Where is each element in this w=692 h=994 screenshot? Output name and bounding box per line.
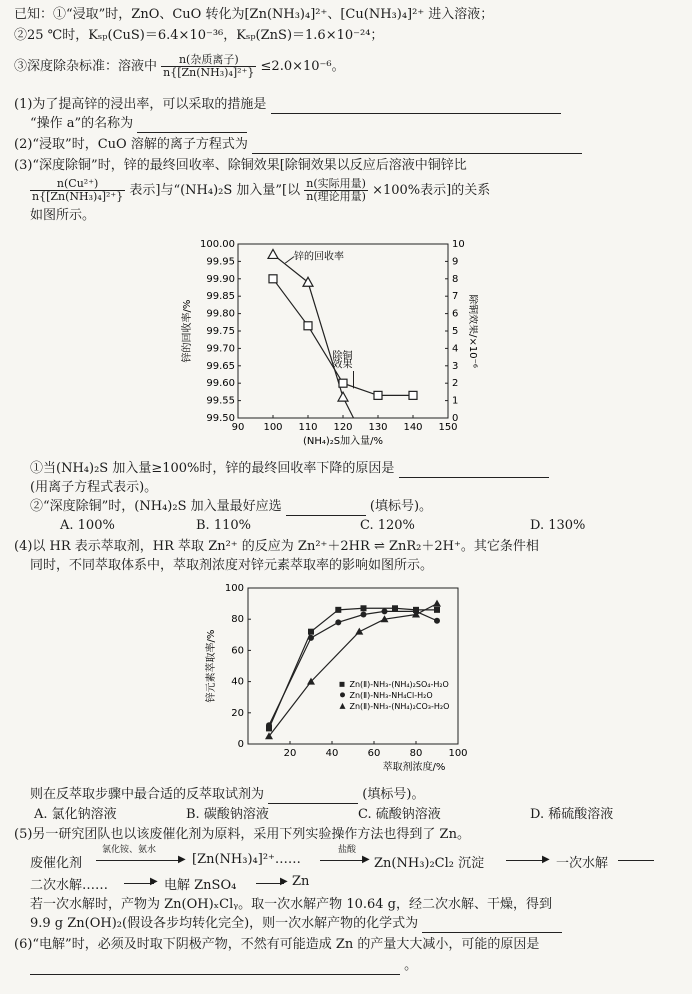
chart2-ylabel: 锌元素萃取率/% [206, 629, 217, 703]
flow-precipitate: Zn(NH₃)₂Cl₂ 沉淀 [374, 856, 485, 871]
q3-sub-1 [30, 460, 682, 478]
chart1-ytick-right-label: 10 [452, 239, 465, 250]
chart2-legend-marker [340, 682, 345, 687]
chart1-ytick-left-label: 99.75 [206, 326, 235, 337]
chart2-frame [248, 588, 458, 744]
usage-denominator: n(理论用量) [306, 190, 366, 203]
flow-arrow-3 [506, 860, 546, 861]
chart1-ytick-right-label: 6 [452, 308, 459, 320]
chart2-legend-marker [340, 692, 345, 697]
question-6-a: (6)“电解”时，必须及时取下阴极产物，不然有可能造成 Zn 的产量大大减小，可能的原因是 [14, 937, 540, 952]
fraction-numerator: n(杂质离子) [161, 54, 256, 67]
q3-tail-text: ×100%表示]的关系 [372, 183, 491, 198]
q1b-answer-blank[interactable] [137, 118, 247, 133]
chart1-point [338, 392, 348, 401]
question-3-b [30, 175, 682, 207]
chart1-point [374, 391, 382, 399]
chart1-xtick-label: 150 [438, 422, 458, 433]
q5-answer-blank[interactable] [422, 918, 562, 933]
flow-zinc: Zn [292, 874, 310, 889]
q4-option-b[interactable]: B. 碳酸钠溶液 [186, 807, 269, 822]
q5-c-text: 9.9 g Zn(OH)₂(假设各步均转化完全)，则一次水解产物的化学式为 [30, 916, 419, 931]
chart2-xtick-label: 100 [448, 748, 468, 759]
chart1-xtick-label: 120 [333, 422, 353, 433]
chart1-point [303, 277, 313, 286]
flow-arrow-1 [96, 860, 182, 861]
chart1-ytick-right-label: 0 [452, 413, 459, 424]
q1b-text: “操作 a”的名称为 [30, 116, 134, 131]
q3-sub2-blank[interactable] [286, 501, 366, 516]
chart2-point [392, 605, 398, 611]
question-1-a [14, 96, 682, 114]
flow-arrow-2-label: 盐酸 [338, 845, 357, 855]
question-5-a: (5)另一研究团队也以该废催化剂为原料，采用下列实验操作方法也得到了 Zn。 [14, 827, 470, 842]
chart1-point [269, 275, 277, 283]
chart1-ytick-left-label: 99.70 [206, 343, 235, 355]
q3-option-b[interactable]: B. 110% [196, 518, 251, 533]
known-line-1: 已知：①“浸取”时，ZnO、CuO 转化为[Zn(NH₃)₄]²⁺、[Cu(NH₃)₄]²⁺ 进入溶液； [14, 7, 494, 22]
chart1-annotation-cu-2: 效果 [332, 359, 353, 371]
process-flow-row-1 [30, 845, 670, 871]
chart2-point [335, 607, 341, 613]
chart1-ytick-right-label: 9 [452, 256, 459, 268]
arrow-head-icon: ▶ [362, 854, 370, 865]
flow-arrow-1-label: 氯化铵、氨水 [102, 845, 157, 855]
chart1-ytick-right-label: 1 [452, 395, 459, 407]
chart2-legend-label: Zn(Ⅱ)-NH₃-(NH₄)₂CO₃-H₂O [349, 701, 450, 711]
q3-sub-1b: (用离子方程式表示)。 [30, 480, 158, 495]
flow-catalyst: 废催化剂 [30, 856, 83, 871]
chart2-legend-label: Zn(Ⅱ)-NH₃-NH₄Cl-H₂O [349, 690, 433, 700]
chart2-xtick-label: 40 [325, 748, 339, 759]
q4-option-c[interactable]: C. 硫酸钠溶液 [358, 807, 441, 822]
q2-text: (2)“浸取”时，CuO 溶解的离子方程式为 [14, 137, 248, 152]
q6-end: 。 [404, 958, 418, 973]
flow-complex: [Zn(NH₃)₄]²⁺…… [192, 852, 301, 867]
chart1-point [409, 391, 417, 399]
impurity-fraction [161, 54, 256, 79]
chart1-point [304, 322, 312, 330]
flow-electrolysis: 电解 ZnSO₄ [164, 878, 237, 893]
chart1-point [268, 249, 278, 258]
q3-sub2-text: ②“深度除铜”时，(NH₄)₂S 加入量最好应选 [30, 499, 282, 514]
cu-numerator: n(Cu²⁺) [30, 178, 125, 191]
chart2-point [335, 619, 341, 625]
question-1-b [30, 115, 682, 133]
chart2-point [308, 629, 314, 635]
chart1-ytick-right-label: 2 [452, 378, 459, 390]
chart1-ytick-left-label: 99.60 [206, 378, 235, 390]
flow-arrow-4 [618, 860, 654, 861]
q1-text: (1)为了提高锌的浸出率，可以采取的措施是 [14, 97, 267, 112]
chart2-point [434, 607, 440, 613]
question-2 [14, 136, 682, 154]
chart1-ytick-left-label: 99.95 [206, 256, 235, 268]
chart2-ytick-label: 40 [231, 676, 244, 688]
q4-c-tail: (填标号)。 [362, 787, 425, 802]
chart1-point [339, 379, 347, 387]
flow-hydrolysis-2: 二次水解…… [30, 878, 109, 893]
chart2-point [382, 608, 388, 614]
q3-sub-2 [30, 498, 682, 516]
q2-answer-blank[interactable] [252, 139, 582, 154]
chart1-ylabel-left: 锌的回收率/% [182, 299, 193, 363]
known-line-3-tail: ≤2.0×10⁻⁶。 [260, 59, 345, 74]
chart2-point [361, 612, 367, 618]
chart1-ytick-left-label: 99.50 [206, 413, 235, 424]
chart1-ytick-left-label: 99.85 [206, 291, 235, 303]
q3-sub1-blank[interactable] [399, 463, 549, 478]
chart1-ytick-right-label: 8 [452, 273, 459, 285]
chart2-point [308, 635, 314, 641]
chart2-point [266, 722, 272, 728]
chart2-xtick-label: 60 [367, 748, 381, 759]
q3-sub1-text: ①当(NH₄)₂S 加入量≥100%时，锌的最终回收率下降的原因是 [30, 461, 395, 476]
chart2-point [434, 618, 440, 624]
chart1-ytick-right-label: 3 [452, 360, 459, 372]
chart1-ytick-left-label: 99.90 [206, 273, 235, 285]
chart1-xtick-label: 90 [231, 422, 245, 433]
chart1-ytick-right-label: 5 [452, 326, 459, 337]
arrow-head-icon: ▶ [280, 876, 288, 887]
chart1-ytick-left-label: 99.80 [206, 308, 235, 320]
known-line-2: ②25 ℃时，Kₛₚ(CuS)＝6.4×10⁻³⁶，Kₛₚ(ZnS)＝1.6×10⁻²⁴； [14, 28, 384, 43]
question-4-a: (4)以 HR 表示萃取剂，HR 萃取 Zn²⁺ 的反应为 Zn²⁺＋2HR ⇌ ZnR₂＋2H⁺。其它条件相 [14, 539, 539, 554]
q4-option-d[interactable]: D. 稀硫酸溶液 [530, 807, 614, 822]
chart2-xlabel: 萃取剂浓度/% [382, 762, 446, 773]
chart2-legend-marker [340, 703, 346, 709]
q4-answer-blank[interactable] [268, 789, 358, 804]
chart1-ylabel-right: 除铜效果/×10⁻⁶ [467, 294, 478, 368]
question-4-c [30, 786, 682, 804]
chart2-ytick-label: 60 [231, 645, 244, 657]
chart1-ytick-left-label: 100.00 [200, 239, 235, 250]
chart2-xtick-label: 20 [283, 748, 297, 759]
question-5-b: 若一次水解时，产物为 Zn(OH)ₓClᵧ。取一次水解产物 10.64 g，经二次水解、干燥，得到 [30, 897, 552, 912]
question-5-c [30, 915, 682, 933]
chart1-xlabel: (NH₄)₂S加入量/% [302, 436, 384, 447]
q3-option-d[interactable]: D. 130% [530, 518, 586, 533]
extraction-rate-chart [196, 578, 476, 778]
q3-mid-text: 表示]与“(NH₄)₂S 加入量”[以 [129, 183, 301, 198]
chart1-annotation-zinc: 锌的回收率 [294, 251, 344, 263]
process-flow-row-2 [30, 872, 670, 892]
arrow-head-icon: ▶ [178, 854, 186, 865]
chart1-ytick-right-label: 7 [452, 291, 459, 303]
chart2-ytick-label: 20 [231, 707, 244, 719]
chart2-ytick-label: 0 [237, 739, 244, 750]
q3-option-a[interactable]: A. 100% [60, 518, 115, 533]
chart1-annotation-leader [285, 257, 294, 263]
known-line-3-text: ③深度除杂标准：溶液中 [14, 59, 158, 74]
flow-hydrolysis-1: 一次水解 [556, 856, 609, 871]
known-line-3 [14, 50, 682, 84]
chart2-point [433, 600, 441, 607]
usage-numerator: n(实际用量) [306, 177, 366, 190]
chart2-legend-label: Zn(Ⅱ)-NH₃-(NH₄)₂SO₄-H₂O [349, 679, 449, 689]
usage-fraction [304, 178, 368, 203]
question-6-b [30, 957, 682, 975]
question-4-b: 同时，不同萃取体系中，萃取剂浓度对锌元素萃取率的影响如图所示。 [30, 558, 434, 573]
copper-removal-chart [178, 226, 478, 458]
chart2-ytick-label: 80 [231, 614, 244, 626]
chart1-xtick-label: 110 [298, 422, 318, 433]
q3-sub2-tail: (填标号)。 [369, 499, 433, 514]
chart2-xtick-label: 80 [409, 748, 423, 759]
chart1-xtick-label: 140 [403, 422, 423, 433]
q4-c-text: 则在反萃取步骤中最合适的反萃取试剂为 [30, 787, 265, 802]
chart1-annotation-cu-1: 除铜 [332, 350, 353, 362]
chart1-ytick-left-label: 99.65 [206, 360, 235, 372]
q6-answer-blank[interactable] [30, 960, 400, 975]
q1-answer-blank[interactable] [271, 99, 561, 114]
q4-option-a[interactable]: A. 氯化钠溶液 [34, 807, 117, 822]
flow-arrow-2 [320, 860, 366, 861]
chart1-ytick-right-label: 4 [452, 343, 459, 355]
chart2-ytick-label: 100 [224, 583, 244, 594]
question-3-c: 如图所示。 [30, 208, 96, 223]
chart1-xtick-label: 100 [263, 422, 283, 433]
chart1-series-line [273, 279, 413, 396]
cu-zn-fraction [30, 178, 125, 203]
question-3-a: (3)“深度除铜”时，锌的最终回收率、除铜效果[除铜效果以反应后溶液中铜锌比 [14, 158, 467, 173]
chart2-point [361, 605, 367, 611]
chart1-xtick-label: 130 [368, 422, 388, 433]
chart1-ytick-left-label: 99.55 [206, 395, 235, 407]
q3-option-c[interactable]: C. 120% [360, 518, 415, 533]
zn-denominator: n{[Zn(NH₃)₄]²⁺} [32, 190, 124, 203]
arrow-head-icon: ▶ [150, 876, 158, 887]
chart1-series-line [273, 254, 354, 418]
chart2-point [355, 628, 363, 635]
arrow-head-icon: ▶ [542, 854, 550, 865]
fraction-denominator: n{[Zn(NH₃)₄]²⁺} [163, 66, 255, 79]
